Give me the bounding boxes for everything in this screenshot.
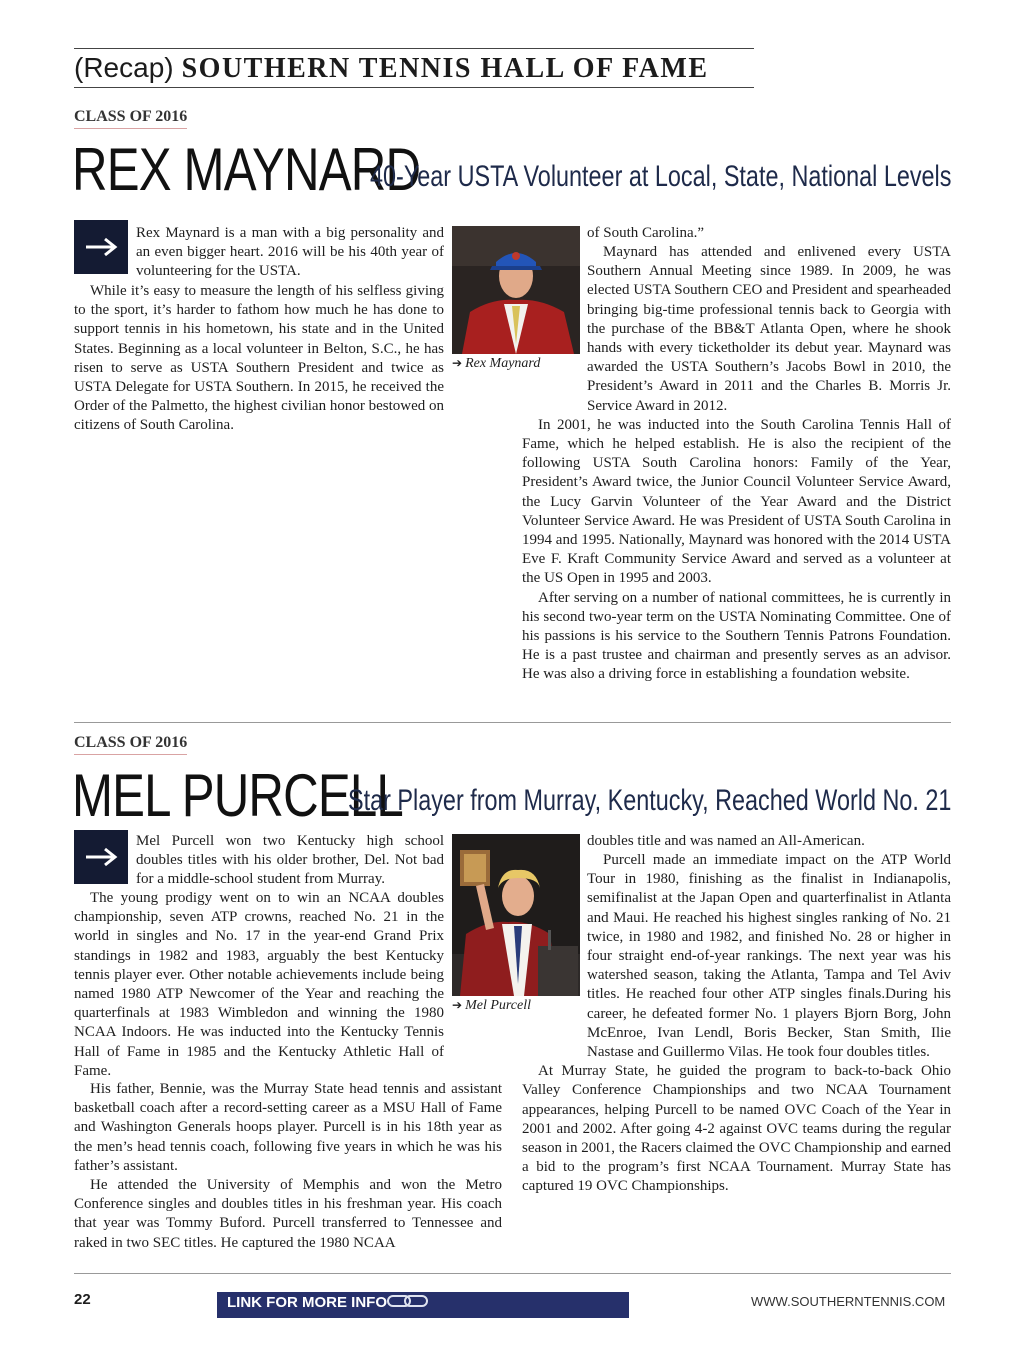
rex-right-paragraph-2: In 2001, he was inducted into the South Carolina Tennis Hall of Fame, which he helped establish. He is also the recipient of the following USTA South Carolina honors: Family of the Year, President’s Award twice, the Junior Council Volunteer Service Award, the Lucy Garvin Volunteer of the Year Award and the District Volunteer Service Award. He was President of USTA South Carolina in 1994 and 1995. Nationally, Maynard was honored with the 2014 USTA Eve F. Kraft Community Service Award and served as a volunteer at the US Open in 1995 and 2003.	[522, 416, 951, 587]
caption-arrow-icon: ➔	[452, 998, 463, 1012]
mel-intro-block	[136, 832, 444, 890]
mel-right-paragraph-2: At Murray State, he guided the program to back-to-back Ohio Valley Conference Championships and two NCAA Tournament appearances, helping Purcell to be named OVC Coach of the Year in 2001 and 2002. After going 4-2 against OVC teams during the regular season in 2001, the Racers claimed the OVC Championship and earned a bid to the program’s first NCAA Tournament. Murray State has captured 19 OVC Championships.	[522, 1063, 951, 1195]
chain-link-icon	[387, 1294, 431, 1308]
rex-right-column-upper	[587, 224, 951, 243]
caption-arrow-icon: ➔	[452, 356, 463, 370]
mel-photo-caption	[452, 998, 531, 1014]
section-divider	[74, 722, 951, 723]
rex-caption-text: Rex Maynard	[465, 356, 541, 371]
page-number: 22	[74, 1291, 91, 1308]
mel-left-column	[74, 1080, 502, 1253]
rex-intro-paragraph: Rex Maynard is a man with a big personality and an even bigger heart. 2016 will be his 40th year of volunteering for the USTA.	[136, 225, 444, 280]
mel-left-wrap	[74, 889, 444, 1081]
more-info-label: LINK FOR MORE INFO	[227, 1294, 387, 1311]
rex-intro-block	[136, 224, 444, 282]
header-rule-bottom	[74, 87, 754, 88]
rex-subtitle: 40-Year USTA Volunteer at Local, State, National Levels	[370, 160, 952, 193]
mel-caption-text: Mel Purcell	[465, 998, 532, 1013]
mel-name-heading: MEL PURCELL	[72, 762, 403, 829]
mel-class-label: CLASS OF 2016	[74, 734, 187, 755]
mel-intro-paragraph: Mel Purcell won two Kentucky high school doubles titles with his older brother, Del. Not bad for a middle-school student from Murray.	[136, 833, 444, 888]
rex-right-column	[522, 243, 951, 685]
website-url[interactable]: WWW.SOUTHERNTENNIS.COM	[751, 1294, 946, 1309]
mel-right-paragraph-0: doubles title and was named an All-American.	[587, 833, 865, 849]
more-info-link[interactable]	[217, 1292, 629, 1318]
mel-right-paragraph-1: Purcell made an immediate impact on the ATP World Tour in 1980, finishing as the finalist in Indianapolis, semifinalist at the Japan Open and quarterfinalist in Atlanta and Maui. He reached his highest singles ranking of No. 21 twice, in 1980 and 1982, and finished No. 28 or higher in four straight end-of-year rankings. The next year was his watershed season, taking the Atlanta, Tampa and Tel Aviv titles. He reached four other ATP singles finals.During his career, he defeated former No. 1 players Bjorn Borg, John McEnroe, Ivan Lendl, Boris Becker, Stan Smith, Ilie Nastase and Guillermo Vilas. He took four doubles titles.	[587, 852, 951, 1061]
rex-left-paragraph: While it’s easy to measure the length of his selfless giving to the sport, it’s harder to fathom how much he has done to support tennis in his hometown, his state and in the United States. Beginning as a local volunteer in Belton, S.C., he has risen to serve as USTA Southern President and twice as USTA Delegate for USTA Southern. In 2015, he received the Order of the Palmetto, the highest civilian honor bestowed on citizens of South Carolina.	[74, 283, 444, 434]
header-title: SOUTHERN TENNIS HALL OF FAME	[181, 53, 709, 84]
rex-left-wrap	[74, 282, 444, 436]
header-recap: (Recap)	[74, 52, 174, 83]
rex-right-paragraph-3: After serving on a number of national committees, he is currently in his second two-year term on the USTA Nominating Committee. One of his passions is his service to the Southern Tennis Patrons Foundation. He is a past trustee and chairman and presently serves as an advisor. He was also a driving force in establishing a foundation website.	[522, 589, 951, 683]
rex-class-label: CLASS OF 2016	[74, 108, 187, 129]
mel-right-column-upper	[587, 832, 951, 851]
mel-left-paragraph-1: The young prodigy went on to win an NCAA doubles championship, seven ATP crowns, reached No. 21 in the world in singles and No. 17 in the year-end Grand Prix standings in 1982 and 1983, arguably the best Kentucky tennis player ever. Other notable achievements include being named 1980 ATP Newcomer of the Year and reaching the quarterfinals at 1983 Wimbledon and winning the 1980 NCAA Indoors. He was inducted into the Kentucky Tennis Hall of Fame in 1985 and the Kentucky Athletic Hall of Fame.	[74, 890, 444, 1079]
rex-name-heading: REX MAYNARD	[72, 136, 421, 203]
footer-rule	[74, 1273, 951, 1274]
rex-arrow-icon	[74, 220, 128, 274]
rex-right-paragraph-1: Maynard has attended and enlivened every USTA Southern Annual Meeting since 1989. In 2009, he was elected USTA Southern CEO and President and spearheaded bringing big-time professional tennis back to Georgia with the purchase of the BB&T Atlanta Open, where he shook hands with every ticketholder its debut year. Maynard was awarded the USTA Southern’s Jacobs Bowl in 2010, the President’s Award in 2011 and the Charles B. Morris Jr. Service Award in 2012.	[587, 244, 951, 414]
page-header	[74, 52, 709, 85]
mel-left-paragraph-3: He attended the University of Memphis and won the Metro Conference singles and doubles titles in his freshman year. His coach that year was Tommy Buford. Purcell transferred to Tennessee and raked in two SEC titles. He captured the 1980 NCAA	[74, 1177, 502, 1251]
mel-right-column	[522, 851, 951, 1197]
header-rule-top	[74, 48, 754, 49]
mel-subtitle: Star Player from Murray, Kentucky, Reached World No. 21	[348, 784, 952, 817]
rex-right-paragraph-0: of South Carolina.”	[587, 225, 705, 241]
mel-arrow-icon	[74, 830, 128, 884]
mel-left-paragraph-2: His father, Bennie, was the Murray State head tennis and assistant basketball coach after a record-setting career as a MSU Hall of Fame and Washington Generals hoops player. Purcell is in his 18th year as the men’s head tennis coach, following five years in which he was his father’s assistant.	[74, 1081, 502, 1174]
